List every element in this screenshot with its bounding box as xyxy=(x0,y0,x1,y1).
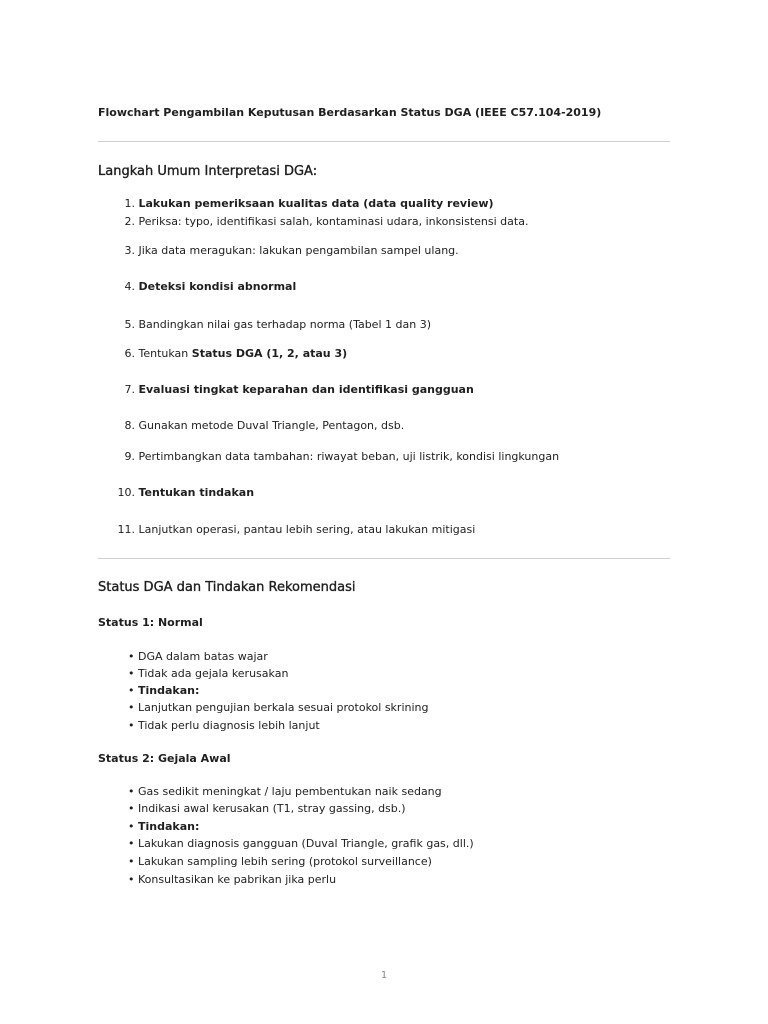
divider xyxy=(98,558,670,559)
list-item: • DGA dalam batas wajar xyxy=(128,650,268,663)
list-item: • Indikasi awal kerusakan (T1, stray gassing, dsb.) xyxy=(128,802,406,815)
step-item: 5. Bandingkan nilai gas terhadap norma (Tabel 1 dan 3) xyxy=(124,318,431,331)
list-item: • Tidak ada gejala kerusakan xyxy=(128,667,289,680)
list-item: • Tindakan: xyxy=(128,820,200,833)
list-item: • Konsultasikan ke pabrikan jika perlu xyxy=(128,873,337,886)
status-1-title: Status 1: Normal xyxy=(98,616,203,629)
list-item: • Tindakan: xyxy=(128,684,200,697)
divider xyxy=(98,141,670,142)
step-item: 10. Tentukan tindakan xyxy=(117,486,255,499)
list-item: • Lanjutkan pengujian berkala sesuai protokol skrining xyxy=(128,701,429,714)
step-item: 4. Deteksi kondisi abnormal xyxy=(124,280,297,293)
status-2-title: Status 2: Gejala Awal xyxy=(98,752,231,765)
section-heading-status: Status DGA dan Tindakan Rekomendasi xyxy=(98,580,356,595)
list-item: • Gas sedikit meningkat / laju pembentukan naik sedang xyxy=(128,785,442,798)
list-item: • Lakukan diagnosis gangguan (Duval Triangle, grafik gas, dll.) xyxy=(128,837,474,850)
step-item: 1. Lakukan pemeriksaan kualitas data (data quality review) xyxy=(124,197,494,210)
step-item: 3. Jika data meragukan: lakukan pengambilan sampel ulang. xyxy=(124,244,459,257)
list-item: • Tidak perlu diagnosis lebih lanjut xyxy=(128,719,320,732)
section-heading-steps: Langkah Umum Interpretasi DGA: xyxy=(98,164,318,179)
step-item: 6. Tentukan Status DGA (1, 2, atau 3) xyxy=(124,347,348,360)
step-item: 7. Evaluasi tingkat keparahan dan identifikasi gangguan xyxy=(124,383,474,396)
list-item: • Lakukan sampling lebih sering (protokol surveillance) xyxy=(128,855,432,868)
page-number: 1 xyxy=(380,970,388,981)
step-item: 11. Lanjutkan operasi, pantau lebih sering, atau lakukan mitigasi xyxy=(117,523,476,536)
document-title: Flowchart Pengambilan Keputusan Berdasarkan Status DGA (IEEE C57.104-2019) xyxy=(98,106,602,119)
step-item: 9. Pertimbangkan data tambahan: riwayat beban, uji listrik, kondisi lingkungan xyxy=(124,450,560,463)
step-item: 8. Gunakan metode Duval Triangle, Pentagon, dsb. xyxy=(124,419,405,432)
step-item: 2. Periksa: typo, identifikasi salah, kontaminasi udara, inkonsistensi data. xyxy=(124,215,529,228)
